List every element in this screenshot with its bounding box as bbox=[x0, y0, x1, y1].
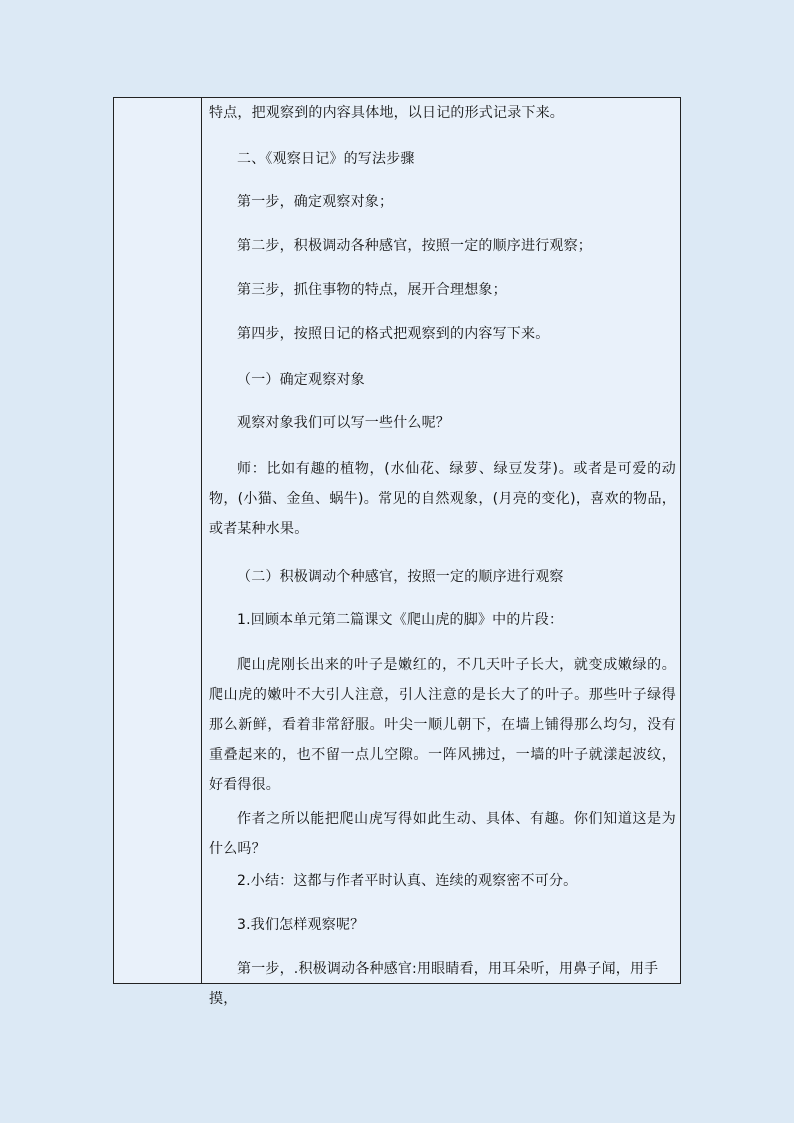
author-question-paragraph: 作者之所以能把爬山虎写得如此生动、具体、有趣。你们知道这是为什么吗？ bbox=[209, 811, 676, 857]
step-two: 第二步，积极调动各种感官，按照一定的顺序进行观察； bbox=[237, 238, 592, 254]
review-text-item: 1.回顾本单元第二篇课文《爬山虎的脚》中的片段： bbox=[237, 612, 564, 628]
step-three: 第三步，抓住事物的特点，展开合理想象； bbox=[237, 282, 507, 298]
first-step-senses: 第一步，.积极调动各种感官:用眼睛看，用耳朵听，用鼻子闻，用手摸， bbox=[209, 961, 659, 1007]
summary-item: 2.小结：这都与作者平时认真、连续的观察密不可分。 bbox=[237, 873, 578, 889]
teacher-examples-paragraph: 师：比如有趣的植物，(水仙花、绿萝、绿豆发芽)。或者是可爱的动物，(小猫、金鱼、蜗牛)。常见的自然观象，(月亮的变化)，喜欢的物品，或者某种水果。 bbox=[209, 461, 676, 537]
subheading-determine-object: （一）确定观察对象 bbox=[237, 372, 365, 388]
section-heading-steps: 二、《观察日记》的写法步骤 bbox=[237, 151, 415, 167]
lesson-table bbox=[113, 97, 681, 1007]
table-content-cell bbox=[202, 98, 680, 1007]
excerpt-paragraph: 爬山虎刚长出来的叶子是嫩红的，不几天叶子长大，就变成嫩绿的。爬山虎的嫩叶不大引人注意，引人注意的是长大了的叶子。那些叶子绿得那么新鲜，看着非常舒服。叶尖一顺儿朝下，在墙上铺得那么均匀，没有重叠起来的，也不留一点儿空隙。一阵风拂过，一墙的叶子就漾起波纹，好看得很。 bbox=[209, 657, 676, 793]
question-observation-objects: 观察对象我们可以写一些什么呢？ bbox=[237, 415, 450, 431]
step-one: 第一步，确定观察对象； bbox=[237, 194, 394, 210]
how-observe-item: 3.我们怎样观察呢？ bbox=[237, 917, 365, 933]
paragraph-intro-end: 特点，把观察到的内容具体地，以日记的形式记录下来。 bbox=[209, 105, 564, 121]
subheading-senses-order: （二）积极调动个种感官，按照一定的顺序进行观察 bbox=[237, 569, 564, 585]
table-left-cell bbox=[114, 98, 202, 983]
step-four: 第四步，按照日记的格式把观察到的内容写下来。 bbox=[237, 326, 550, 342]
